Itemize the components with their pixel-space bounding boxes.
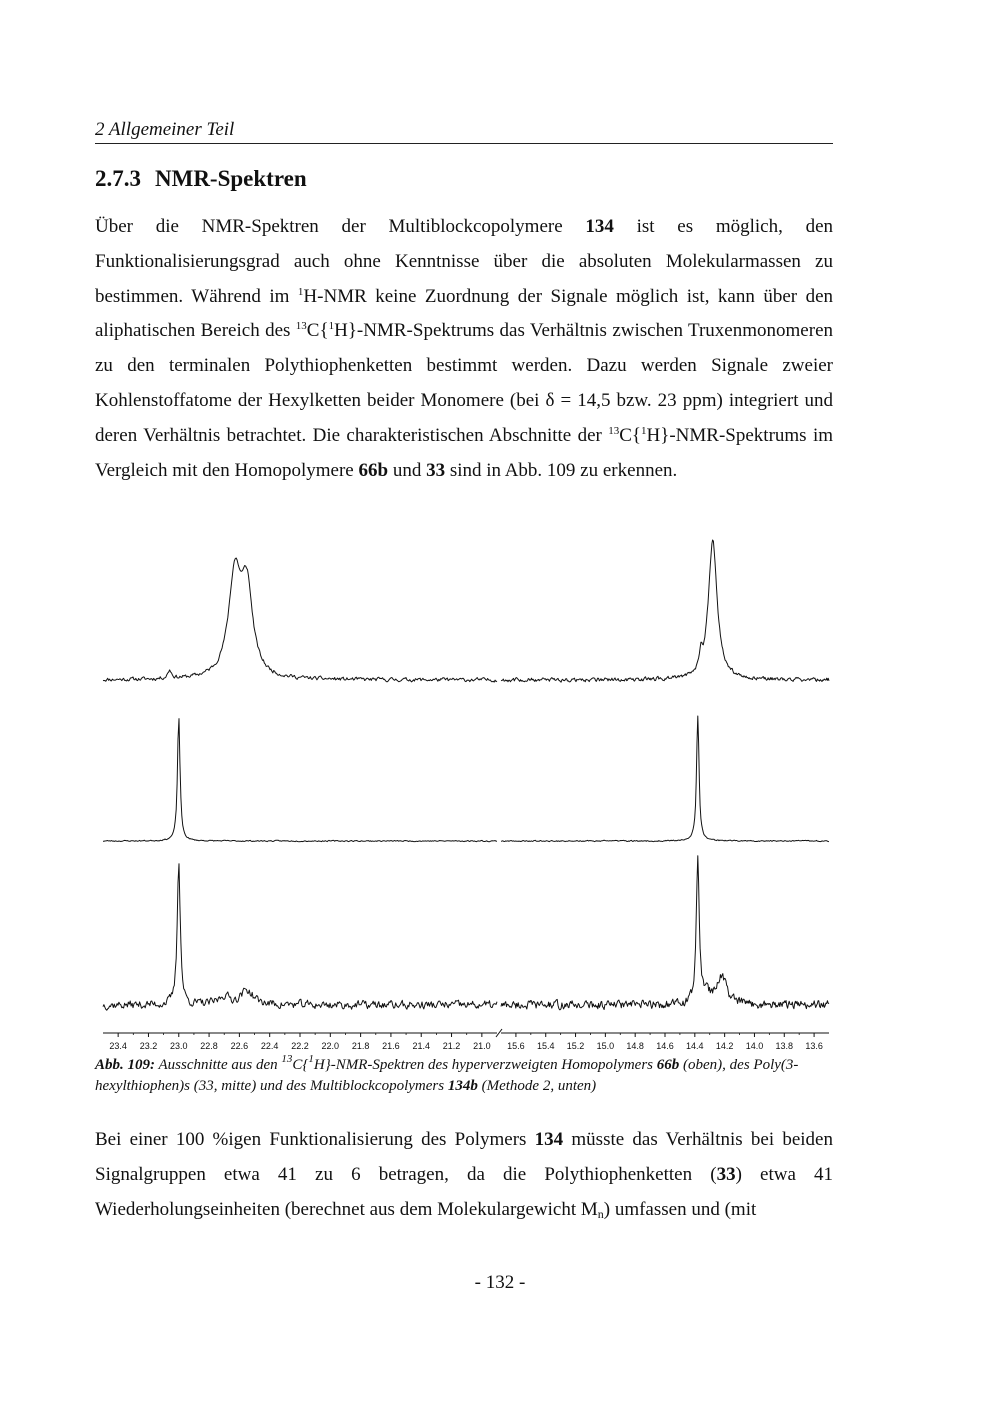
x-tick-label: 21.0: [473, 1041, 491, 1051]
page-number: - 132 -: [474, 1272, 526, 1293]
x-tick-label: 14.8: [626, 1041, 644, 1051]
paragraph-intro: Über die NMR-Spektren der Multiblockcopolymere 134 ist es möglich, den Funktionalisierungsgrad auch ohne Kenntnisse über die absoluten Molekularmassen zu bestimmen. Während im $^1$H-NMR keine Zuordnung der Signale möglich ist, kann über den aliphatischen Bereich des $^{13}$C{$^1$H}-NMR-Spektrums das Verhältnis zwischen Truxenmonomeren zu den terminalen Polythiophenketten bestimmt werden. Dazu werden Signale zweier Kohlenstoffatome der Hexylketten beider Monomere (bei δ = 14,5 bzw. 23 ppm) integriert und deren Verhältnis betrachtet. Die charakteristischen Abschnitte der $^{13}$C{$^1$H}-NMR-Spektrums im Vergleich mit den Homopolymere 66b und 33 sind in Abb. 109 zu erkennen.: [95, 216, 834, 481]
x-tick-label: 21.8: [351, 1041, 370, 1051]
x-tick-label: 15.6: [507, 1041, 525, 1051]
spectrum-trace-1-left: [103, 558, 497, 682]
compound-ref: 33: [426, 459, 446, 481]
paragraph-functionalization: Bei einer 100 %igen Funktionalisierung des Polymers 134 müsste das Verhältnis bei beiden Signalgruppen etwa 41 zu 6 betragen, da die Polythiophenketten (33) etwa 41 Wiederholungseinheiten (berechnet aus dem Molekulargewicht $M_n$) umfassen und (mit: [95, 1129, 833, 1221]
x-tick-label: 21.6: [382, 1041, 400, 1051]
x-tick-label: 22.0: [321, 1041, 340, 1051]
spectrum-trace-2-left: [103, 719, 497, 842]
x-tick-label: 14.0: [745, 1041, 764, 1051]
compound-ref: 134: [585, 216, 614, 237]
x-tick-label: 15.2: [566, 1041, 585, 1051]
section-heading: [95, 166, 307, 192]
x-tick-label: 22.6: [230, 1041, 249, 1051]
compound-ref: 33: [716, 1163, 736, 1185]
x-tick-label: 13.8: [775, 1041, 794, 1051]
caption-label: Abb. 109:: [95, 1057, 155, 1073]
compound-ref: 66b: [358, 459, 389, 481]
x-tick-label: 22.2: [291, 1041, 309, 1051]
x-tick-label: 15.4: [536, 1041, 555, 1051]
x-tick-label: 23.2: [139, 1041, 158, 1051]
spectrum-trace-1-right: [501, 540, 829, 682]
x-tick-label: 14.6: [656, 1041, 674, 1051]
section-number: 2.7.3: [95, 166, 141, 191]
section-title: NMR-Spektren: [155, 166, 307, 191]
x-tick-label: 22.4: [260, 1041, 279, 1051]
nmr-figure: [95, 525, 835, 1055]
spectrum-trace-3-left: [103, 864, 497, 1011]
x-tick-label: 21.4: [412, 1041, 430, 1051]
spectrum-trace-3-right: [501, 856, 829, 1010]
x-tick-label: 15.0: [596, 1041, 615, 1051]
running-header: 2 Allgemeiner Teil: [95, 119, 833, 144]
x-tick-label: 13.6: [805, 1041, 823, 1051]
compound-ref: 134: [534, 1129, 564, 1150]
x-tick-label: 21.2: [442, 1041, 461, 1051]
x-tick-label: 23.0: [170, 1041, 188, 1051]
x-tick-label: 14.2: [715, 1041, 734, 1051]
figure-caption: Abb. 109: Ausschnitte aus den $^{13}$C{$^1$H}-NMR-Spektren des hyperverzweigten Homopolymers 66b (oben), des Poly(3-hexylthiophen)s (33, mitte) und des Multiblockcopolymers 134b (Methode 2, unten): [95, 1053, 799, 1094]
x-tick-label: 22.8: [200, 1041, 218, 1051]
x-tick-label: 23.4: [109, 1041, 127, 1051]
x-tick-label: 14.4: [686, 1041, 704, 1051]
nmr-spectra-chart: [95, 525, 835, 1055]
spectrum-trace-2-right: [501, 716, 829, 842]
